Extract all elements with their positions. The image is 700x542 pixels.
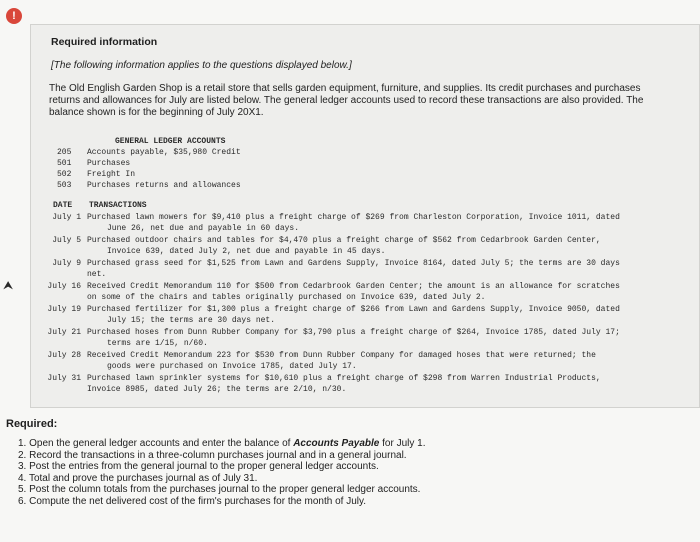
transactions-header (53, 201, 147, 210)
ledger-row (57, 170, 135, 179)
transaction-row (31, 236, 661, 257)
transaction-row (31, 351, 661, 372)
transaction-line: net. (87, 269, 107, 279)
transaction-line: Received Credit Memorandum 110 for $500 from Cedarbrook Garden Center; the amount is an allowance for scratches (87, 282, 620, 291)
transaction-line: Purchased lawn mowers for $9,410 plus a freight charge of $269 from Charleston Corporation, Invoice 1011, dated (87, 213, 620, 222)
transaction-date: July 28 (47, 351, 81, 360)
item-number: 6. (18, 495, 27, 507)
panel-note: [The following information applies to the questions displayed below.] (51, 60, 352, 71)
transaction-line: Purchased lawn sprinkler systems for $10,610 plus a freight charge of $298 from Warren Industrial Products, (87, 374, 601, 383)
account-number: 502 (57, 170, 72, 179)
item-number: 4. (18, 472, 27, 484)
item-number: 1. (18, 438, 27, 449)
alert-icon: ! (6, 8, 22, 24)
transaction-line: Invoice 8985, dated July 26; the terms are 2/10, n/30. (87, 384, 347, 394)
account-name: Purchases (87, 159, 131, 168)
ledger-row (57, 159, 130, 168)
transaction-row (31, 328, 661, 349)
item-number: 5. (18, 484, 27, 496)
transaction-row (31, 374, 661, 395)
item-text: Record the transactions in a three-column purchases journal and in a general journal. (29, 449, 407, 461)
item-number: 2. (18, 449, 27, 461)
ledger-heading: GENERAL LEDGER ACCOUNTS (115, 137, 226, 146)
transaction-date: July 21 (47, 328, 81, 337)
required-item (18, 496, 426, 508)
item-text: Open the general ledger accounts and enter the balance of (29, 438, 294, 449)
account-number: 205 (57, 148, 72, 157)
required-label: Required: (6, 418, 58, 430)
transactions-column-header: TRANSACTIONS (89, 201, 147, 210)
transaction-date (3, 278, 87, 303)
account-name: Purchases returns and allowances (87, 181, 241, 190)
required-item (18, 450, 426, 462)
intro-paragraph: The Old English Garden Shop is a retail store that sells garden equipment, furniture, and supplies. Its credit purchases and purchases returns and allowances for July are listed below. The general ledger accounts used to record these transactions are also provided. The balance shown is for the beginning of July 20X1. (49, 83, 644, 118)
transaction-line: Invoice 639, dated July 2, net due and payable in 45 days. (107, 246, 386, 256)
item-text-end: for July 1. (379, 438, 426, 449)
transaction-line: Purchased fertilizer for $1,300 plus a freight charge of $266 from Lawn and Gardens Supply, Invoice 9050, dated (87, 305, 620, 314)
item-text: Compute the net delivered cost of the firm's purchases for the month of July. (29, 495, 367, 507)
transaction-date: July 5 (52, 236, 81, 245)
required-list (18, 438, 426, 508)
transaction-date: July 31 (47, 374, 81, 383)
required-item (18, 484, 426, 496)
item-bold-text: Accounts Payable (293, 438, 380, 449)
ledger-row (57, 148, 241, 157)
transaction-line: Purchased outdoor chairs and tables for $4,470 plus a freight charge of $562 from Cedarbrook Garden Center, (87, 236, 601, 245)
transaction-row (31, 259, 661, 280)
transaction-line: June 26, net due and payable in 60 days. (107, 223, 300, 233)
account-number: 503 (57, 181, 72, 190)
date-column-header: DATE (53, 201, 73, 210)
account-number: 501 (57, 159, 72, 168)
transaction-line: Purchased hoses from Dunn Rubber Company for $3,790 plus a freight charge of $264, Invoice 1785, dated July 17; (87, 328, 620, 337)
transaction-line: Received Credit Memorandum 223 for $530 from Dunn Rubber Company for damaged hoses that were returned; the (87, 351, 596, 360)
account-name: Accounts payable, $35,980 Credit (87, 148, 241, 157)
ledger-row (57, 181, 241, 190)
transaction-line: Purchased grass seed for $1,525 from Lawn and Gardens Supply, Invoice 8164, dated July 5; the terms are 30 days (87, 259, 620, 268)
item-text: Post the entries from the general journal to the proper general ledger accounts. (29, 461, 379, 473)
transaction-date: July 1 (52, 213, 81, 222)
transaction-line: on some of the chairs and tables originally purchased on Invoice 639, dated July 2. (87, 292, 486, 302)
account-name: Freight In (87, 170, 136, 179)
transaction-row (31, 213, 661, 234)
item-text: Post the column totals from the purchases journal to the proper general ledger accounts. (29, 484, 421, 496)
transaction-line: July 15; the terms are 30 days net. (107, 315, 276, 325)
required-item (18, 438, 426, 450)
required-item (18, 473, 426, 485)
transaction-row (31, 305, 661, 326)
panel-title: Required information (51, 36, 158, 48)
transaction-row (3, 278, 661, 303)
pointer-cursor-icon: ⮝ (3, 278, 14, 292)
transaction-line: goods were purchased on Invoice 1785, dated July 17. (107, 361, 357, 371)
required-information-panel (3, 24, 700, 408)
required-item (18, 461, 426, 473)
transaction-date: July 9 (52, 259, 81, 268)
transaction-date-text: July 16 (47, 282, 81, 291)
transaction-date: July 19 (47, 305, 81, 314)
item-text: Total and prove the purchases journal as of July 31. (28, 472, 258, 484)
item-number: 3. (18, 461, 27, 473)
transaction-line: terms are 1/15, n/60. (107, 338, 208, 348)
